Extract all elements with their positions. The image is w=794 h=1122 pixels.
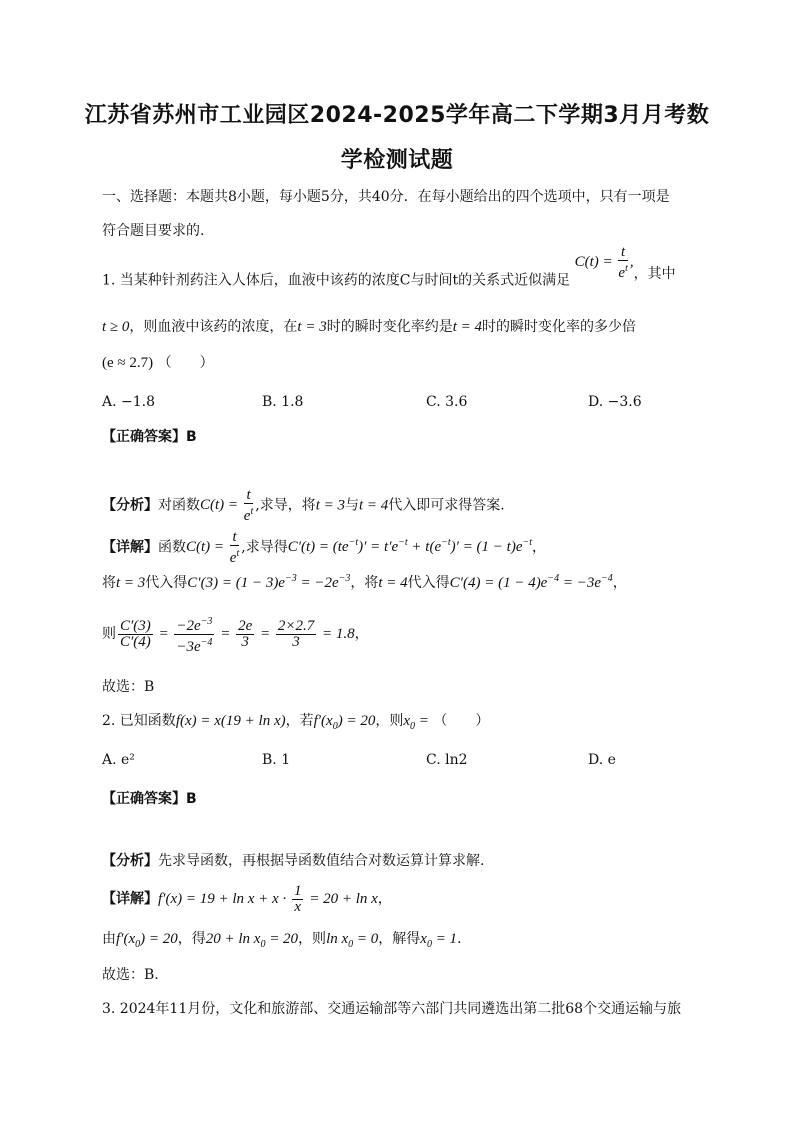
- q2-solve-eq4: $x_0 = 1$: [420, 931, 458, 950]
- title-line-2: 学检测试题: [340, 148, 454, 173]
- section-intro-1: 一、选择题：本题共8小题，每小题5分，共40分．在每小题给出的四个选项中，只有一项是: [102, 189, 670, 205]
- q2-option-b: B. 1: [262, 752, 291, 768]
- q2-solve: 由$f'(x_0) = 20$，得$20 + \ln x_0 = 20$，则$\ln x_0 = 0$，解得$x_0 = 1$．: [102, 931, 472, 950]
- q2-option-a: A. e²: [102, 752, 135, 768]
- q1-analysis-b: ,求导，将: [255, 497, 316, 514]
- q2-solve-eq3: $\ln x_0 = 0$: [326, 931, 379, 950]
- q3-stem: 3. 2024年11月份，文化和旅游部、交通运输部等六部门共同遴选出第二批68个交通运输与旅: [102, 1001, 682, 1017]
- q1-conclusion: 故选：B: [102, 679, 155, 695]
- q1-derivative: $C'(t) = (te^{-t})' = t'e^{-t} + t(e^{-t})' = (1 - t)e^{-t}$: [287, 537, 533, 556]
- q2-stem-b: ，若: [285, 713, 314, 729]
- q1-sub-a: 将: [102, 575, 116, 591]
- q1-ratio-prefix: 则: [102, 625, 116, 642]
- q2-solve-a: 由: [102, 931, 116, 947]
- q2-detail: 【详解】f′(x) = 19 + ln x + x · $\frac{1}{x}$ = 20 + ln x，: [102, 883, 392, 915]
- q2-solve-c: ，则: [298, 931, 327, 947]
- q1-option-b: B. 1.8: [262, 394, 304, 410]
- q1-sub-t3: t = 3: [116, 575, 146, 591]
- q2-stem: [102, 710, 489, 732]
- q2-option-d: D. e: [588, 752, 616, 768]
- q2-analysis: [102, 850, 484, 870]
- q1-detail-b: ,求导得: [241, 539, 288, 556]
- q1-ratio-expr: $\frac{C'(3)}{C'(4)}$ = $\frac{-2e^{-3}}{-3e^{-4}}$ = $\frac{2e}{3}$ = $\frac{2\times 2.7}{3}$ = 1.8: [120, 616, 355, 655]
- q1-e-approx: (e ≈ 2.7): [102, 355, 154, 371]
- q1-analysis-c: 与: [345, 497, 359, 514]
- q2-x0: $x_0$ =: [403, 713, 429, 732]
- q1-condition-t: t ≥ 0: [102, 319, 130, 335]
- q2-solve-b: ，得: [177, 931, 206, 947]
- q1-detail: 【详解】函数C(t) = $\frac{t}{e^t}$ ,求导得$C'(t) = (te^{-t})' = t'e^{-t} + t(e^{-t})' = (1 - t)e^{-t}$，: [102, 529, 547, 566]
- q1-analysis-t3: t = 3: [315, 497, 345, 514]
- q1-stem-line-1: [102, 244, 676, 299]
- q1-stem-text-e: 时的瞬时变化率的多少倍: [482, 319, 636, 335]
- q1-detail-label: 【详解】: [102, 539, 158, 556]
- q2-answer: 【正确答案】B: [102, 791, 197, 807]
- q1-stem-line-2: [102, 316, 636, 336]
- q1-t3: t = 3: [297, 319, 327, 335]
- q1-option-d: D. −3.6: [588, 394, 642, 410]
- q2-condition: $f'(x_0) = 20$: [313, 713, 376, 732]
- q1-analysis-formula: C(t) = $\frac{t}{e^t}$: [200, 487, 254, 524]
- q1-c4: $C'(4) = (1 - 4)e^{-4} = -3e^{-4}$: [449, 573, 613, 591]
- q2-function: f(x) = x(19 + ln x): [175, 713, 286, 729]
- q1-sub-c: ，将: [350, 575, 379, 591]
- q1-option-c: C. 3.6: [426, 394, 468, 410]
- q1-stem-text-a: 1. 当某种针剂药注入人体后，血液中该药的浓度C与时间t的关系式近似满足: [102, 272, 571, 289]
- q1-sub-d: 代入得: [407, 575, 450, 591]
- q1-detail-a: 函数: [158, 539, 186, 556]
- q2-analysis-label: 【分析】: [102, 853, 158, 869]
- q2-derivative: f′(x) = 19 + ln x + x · $\frac{1}{x}$ = 20 + ln x: [158, 883, 378, 915]
- q1-substitution: 将t = 3代入得$C'(3) = (1 - 3)e^{-3} = -2e^{-3}$，将t = 4代入得$C'(4) = (1 - 4)e^{-4} = -3e^{-4}$，: [102, 573, 627, 591]
- q1-c3: $C'(3) = (1 - 3)e^{-3} = -2e^{-3}$: [187, 573, 351, 591]
- title-line-1: 江苏省苏州市工业园区2024-2025学年高二下学期3月月考数: [84, 103, 710, 128]
- q1-stem-text-c: ，则血液中该药的浓度，在: [129, 319, 298, 335]
- q1-blank: （ ）: [157, 355, 214, 371]
- q2-conclusion: 故选：B.: [102, 967, 159, 983]
- q2-solve-eq2: $20 + \ln x_0 = 20$: [205, 931, 299, 950]
- q1-analysis-label: 【分析】: [102, 497, 158, 514]
- q2-stem-a: 2. 已知函数: [102, 713, 176, 729]
- q2-solve-eq1: $f'(x_0) = 20$: [116, 931, 178, 950]
- q1-answer: 【正确答案】B: [102, 429, 197, 445]
- q1-analysis-a: 对函数: [158, 497, 200, 514]
- section-intro-2: 符合题目要求的.: [102, 223, 205, 239]
- q2-blank: （ ）: [433, 713, 490, 729]
- q1-analysis-d: 代入即可求得答案.: [388, 497, 505, 514]
- q1-sub-t4: t = 4: [378, 575, 408, 591]
- q1-formula-c: C(t) = $\frac{t}{e^t}$ ,: [574, 244, 634, 281]
- q1-detail-formula: C(t) = $\frac{t}{e^t}$: [186, 529, 240, 566]
- q2-option-c: C. ln2: [426, 752, 468, 768]
- q1-stem-line-3: [102, 352, 214, 372]
- q1-t4: t = 4: [452, 319, 482, 335]
- q1-analysis: [102, 488, 505, 524]
- q1-ratio: 则 $\frac{C'(3)}{C'(4)}$ = $\frac{-2e^{-3}}{-3e^{-4}}$ = $\frac{2e}{3}$ = $\frac{2\times 2.7}{3}$ = 1.8，: [102, 616, 369, 655]
- q1-stem-text-d: 时的瞬时变化率约是: [326, 319, 453, 335]
- q2-analysis-text: 先求导函数，再根据导函数值结合对数运算计算求解.: [158, 853, 485, 869]
- q1-sub-b: 代入得: [145, 575, 188, 591]
- q1-option-a: A. −1.8: [102, 394, 156, 410]
- q2-solve-d: ，解得: [378, 931, 421, 947]
- q2-detail-label: 【详解】: [102, 890, 158, 907]
- q1-analysis-t4: t = 4: [359, 497, 389, 514]
- q1-stem-text-b: ，其中: [633, 266, 676, 283]
- q2-stem-c: ，则: [375, 713, 404, 729]
